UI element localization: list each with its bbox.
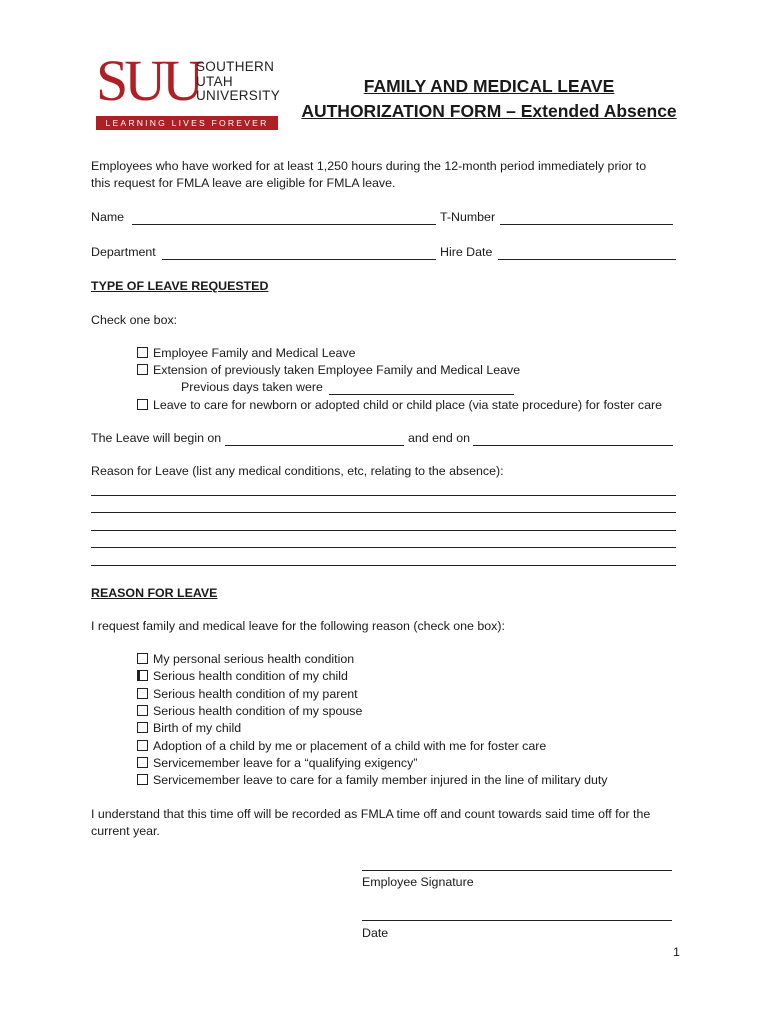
logo-line: UTAH	[196, 73, 233, 89]
logo-tagline: LEARNING LIVES FOREVER	[96, 116, 278, 130]
logo-mark: SUU	[96, 48, 201, 113]
reason-line[interactable]	[91, 512, 676, 513]
reason-option[interactable]: Birth of my child	[137, 721, 241, 735]
reason-line[interactable]	[91, 565, 676, 566]
logo-line: SOUTHERN	[196, 59, 275, 74]
acknowledgement-line2: current year.	[91, 824, 160, 838]
signature-field[interactable]	[362, 870, 672, 871]
logo-line: UNIVERSITY	[196, 88, 281, 103]
intro-line2: this request for FMLA leave are eligible for FMLA leave.	[91, 176, 396, 190]
previous-days-label: Previous days taken were	[181, 380, 323, 394]
checkbox[interactable]	[137, 670, 148, 681]
checkbox[interactable]	[137, 722, 148, 733]
reason-line[interactable]	[91, 530, 676, 531]
date-field[interactable]	[362, 920, 672, 921]
hire-date-label: Hire Date	[440, 245, 493, 259]
reason-line[interactable]	[91, 547, 676, 548]
department-label: Department	[91, 245, 156, 259]
signature-label: Employee Signature	[362, 875, 474, 889]
checkbox[interactable]	[137, 688, 148, 699]
check-one-instruction: Check one box:	[91, 313, 178, 327]
name-label: Name	[91, 210, 125, 224]
reason-for-leave-heading: REASON FOR LEAVE	[91, 586, 218, 600]
reason-option[interactable]: Adoption of a child by me or placement of a child with me for foster care	[137, 739, 546, 753]
leave-end-label: and end on	[408, 431, 471, 445]
checkbox[interactable]	[137, 347, 148, 358]
t-number-label: T-Number	[440, 210, 496, 224]
reason-option[interactable]: Servicemember leave to care for a family member injured in the line of military duty	[137, 773, 608, 787]
date-label: Date	[362, 926, 389, 940]
previous-days-field[interactable]	[329, 394, 514, 395]
checkbox[interactable]	[137, 774, 148, 785]
leave-type-option[interactable]: Extension of previously taken Employee Family and Medical Leave	[137, 363, 520, 377]
department-field[interactable]	[162, 259, 436, 260]
reason-option[interactable]: Servicemember leave for a “qualifying exigency”	[137, 756, 417, 770]
leave-end-field[interactable]	[473, 445, 673, 446]
checkbox[interactable]	[137, 757, 148, 768]
name-field[interactable]	[132, 224, 436, 225]
form-title-line1: FAMILY AND MEDICAL LEAVE	[363, 76, 615, 96]
reason-line[interactable]	[91, 495, 676, 496]
leave-type-option[interactable]: Employee Family and Medical Leave	[137, 346, 355, 360]
page-number: 1	[673, 945, 680, 959]
reason-prompt: Reason for Leave (list any medical conditions, etc, relating to the absence):	[91, 464, 504, 478]
suu-logo	[96, 48, 281, 134]
intro-line1: Employees who have worked for at least 1,250 hours during the 12-month period immediately prior to	[91, 159, 647, 173]
reason-option[interactable]: My personal serious health condition	[137, 652, 354, 666]
checkbox[interactable]	[137, 399, 148, 410]
t-number-field[interactable]	[500, 224, 673, 225]
checkbox[interactable]	[137, 364, 148, 375]
reason-option[interactable]: Serious health condition of my spouse	[137, 704, 362, 718]
form-title-line2: AUTHORIZATION FORM – Extended Absence	[301, 101, 677, 121]
acknowledgement-line1: I understand that this time off will be recorded as FMLA time off and count towards said time off for the	[91, 807, 651, 821]
hire-date-field[interactable]	[498, 259, 676, 260]
leave-begin-label: The Leave will begin on	[91, 431, 222, 445]
reason-option[interactable]: Serious health condition of my parent	[137, 687, 358, 701]
leave-type-option[interactable]: Leave to care for newborn or adopted child or child place (via state procedure) for foster care	[137, 398, 662, 412]
reason-instruction: I request family and medical leave for the following reason (check one box):	[91, 619, 505, 633]
type-of-leave-heading: TYPE OF LEAVE REQUESTED	[91, 279, 269, 293]
reason-option[interactable]: Serious health condition of my child	[137, 669, 348, 683]
checkbox[interactable]	[137, 705, 148, 716]
checkbox[interactable]	[137, 740, 148, 751]
logo-wordmark	[196, 60, 280, 104]
checkbox[interactable]	[137, 653, 148, 664]
leave-begin-field[interactable]	[225, 445, 404, 446]
